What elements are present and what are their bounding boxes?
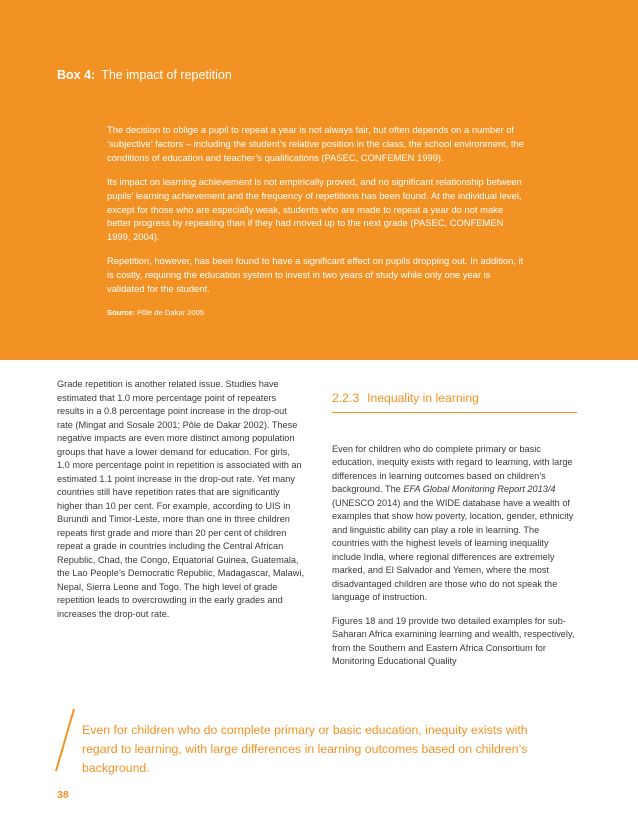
right-column: [332, 392, 577, 679]
section-title: Inequality in learning: [367, 391, 479, 405]
left-column: [57, 378, 305, 621]
box-paragraph-1: The decision to oblige a pupil to repeat a year is not always fair, but often depends on a number of ‘subjective’ factors – including the student’s relative position in the class, the school environment, the conditions of education and teacher’s qualifications (PASEC, CONFEMEN 1999).: [107, 124, 524, 163]
source-text: : Pôle de Dakar 2005: [132, 307, 205, 317]
box-title: The impact of repetition: [101, 68, 232, 82]
box-heading: [57, 68, 232, 82]
box-body: [107, 123, 527, 320]
right-paragraph-2: Figures 18 and 19 provide two detailed examples for sub-Saharan Africa examining learning and wealth, respectively, from the Southern and Eastern Africa Consortium for Monitoring Educational Quality: [332, 615, 575, 666]
report-title: EFA Global Monitoring Report 2013/4: [403, 484, 556, 494]
right-paragraph-1: [332, 443, 577, 605]
right-p1-text: Even for children who do complete primary or basic education, inequity exists with regard to learning, with large differences in learning outcomes based on children’s background. The: [332, 443, 573, 494]
section-heading: [332, 392, 577, 413]
box-source: [107, 306, 527, 320]
source-label: Source: [107, 307, 133, 317]
quote-slash-icon: [53, 708, 77, 772]
box-label: Box 4:: [57, 68, 96, 82]
right-p1-rest: (UNESCO 2014) and the WIDE database have a wealth of examples that show how poverty, location, gender, ethnicity and linguistic ability can play a role in learning. The countries with the highest levels of learning inequality include India, where regional differences are extremely marked, and El Salvador and Yemen, where the most disadvantaged children are those who do not speak the language of instruction.: [332, 497, 574, 602]
box-paragraph-2: Its impact on learning achievement is not empirically proved, and no significant relationship between pupils’ learning achievement and the frequency of repetitions has been found. At the individual level, except for those who are especially weak, students who are made to repeat a year do not make better progress by repeating than if they had moved up to the next grade (PASEC, CONFEMEN 1999, 2004).: [107, 175, 522, 243]
box-4-panel: [0, 0, 638, 360]
box-paragraph-3: Repetition, however, has been found to have a significant effect on pupils dropping out. In addition, it is costly, requiring the education system to invest in two years of study while only one year is validated for the student.: [107, 255, 524, 295]
pull-quote: Even for children who do complete primary or basic education, inequity exists with regard to learning, with large differences in learning outcomes based on children’s background.: [82, 723, 528, 775]
section-number: 2.2.3: [332, 391, 360, 405]
left-column-paragraph: Grade repetition is another related issue. Studies have estimated that 1.0 more percentage point of repeaters results in a 0.8 percentage point increase in the drop-out rate (Mingat and Sosale 2001; Pôle de Dakar 2002). These negative impacts are even more distinct among population groups that have a lower demand for education. For girls, 1.0 more percentage point in repetition is associated with an estimated 1.1 point increase in the drop-out rate. Yet many countries still have repetition rates that are significantly higher than 10 per cent. For example, according to UIS in Burundi and Timor-Leste, more than one in three children repeats first grade and more than 20 per cent of children repeat a grade in countries including the Central African Republic, Chad, the Congo, Equatorial Guinea, Guatemala, the Lao People’s Democratic Republic, Madagascar, Malawi, Nepal, Sierra Leone and Togo. The high level of grade repetition leads to overcrowding in the early grades and increases the drop-out rate.: [57, 379, 304, 619]
page-number: 38: [57, 789, 69, 801]
